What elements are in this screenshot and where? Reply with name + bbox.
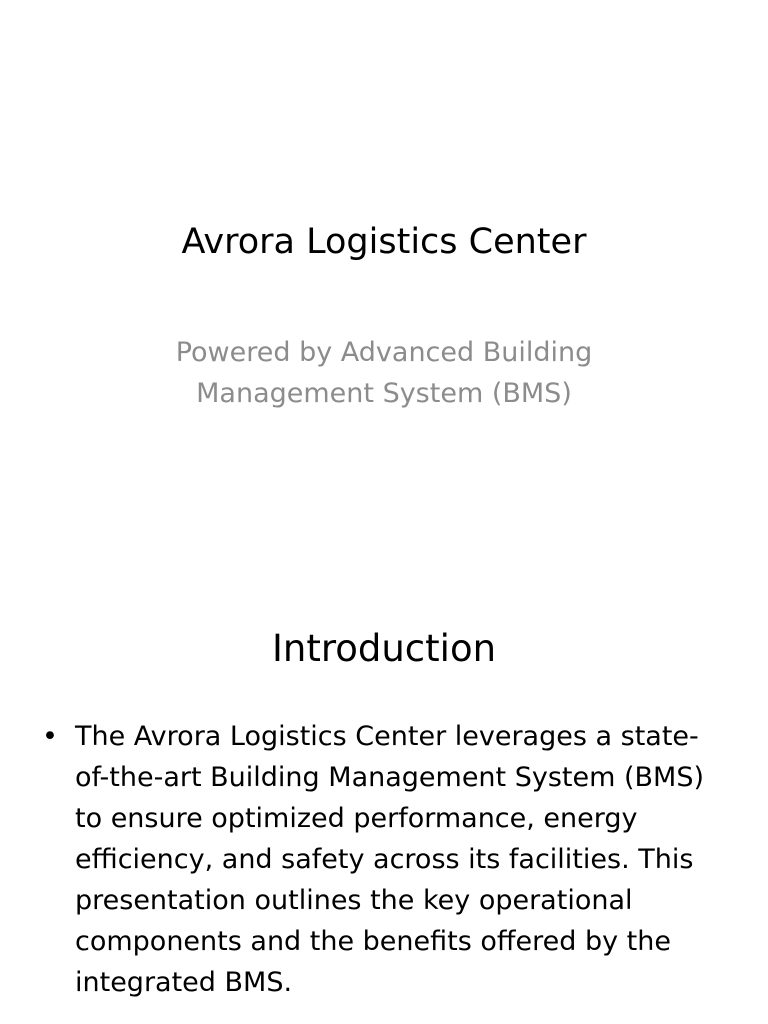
introduction-slide [0,512,768,1024]
bullet-icon: • [42,721,58,752]
slide-subtitle: Powered by Advanced Building Management System (BMS) [175,337,593,409]
bullet-text: The Avrora Logistics Center leverages a state-of-the-art Building Management System (BMS) to ensure optimized performance, energy efficiency, and safety across its facilities. This presentation outlines the key operational components and the benefits offered by the integrated BMS. [75,721,705,998]
section-title: Introduction [271,627,497,670]
slide-title: Avrora Logistics Center [181,222,587,262]
bullet-list [38,716,728,1003]
bullet-item [38,716,728,1003]
